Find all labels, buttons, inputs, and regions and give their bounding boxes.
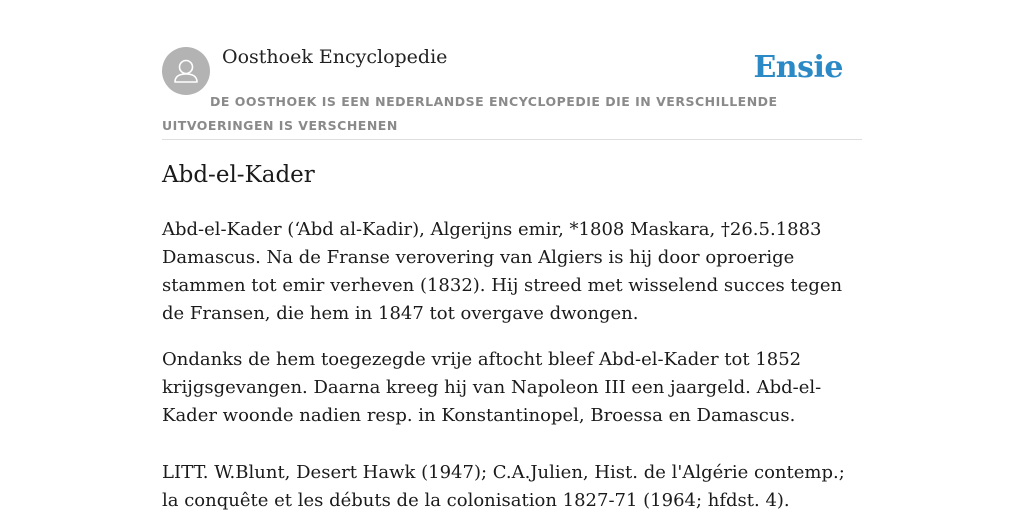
page-container: [162, 0, 862, 511]
article-literature: LITT. W.Blunt, Desert Hawk (1947); C.A.Julien, Hist. de l'Algérie contemp.; la conquête et les débuts de la colonisation 1827-71 (1964; hfdst. 4).: [162, 462, 845, 511]
site-header: [162, 0, 862, 140]
site-description: DE OOSTHOEK IS EEN NEDERLANDSE ENCYCLOPEDIE DIE IN VERSCHILLENDE UITVOERINGEN IS VERSCHENEN: [162, 94, 778, 133]
user-silhouette-icon[interactable]: [162, 47, 210, 95]
article-paragraph: Ondanks de hem toegezegde vrije aftocht bleef Abd-el-Kader tot 1852 krijgsgevangen. Daarna kreeg hij van Napoleon III een jaargeld. Abd-el-Kader woonde nadien resp. in Konstantinopel, Broessa en Damascus.: [162, 349, 822, 426]
site-name-link[interactable]: Oosthoek Encyclopedie: [222, 46, 448, 68]
article-title: Abd-el-Kader: [162, 162, 315, 188]
article-paragraph: Abd-el-Kader (‘Abd al-Kadir), Algerijns emir, *1808 Maskara, †26.5.1883 Damascus. Na de Franse verovering van Algiers is hij door oproerige stammen tot emir verheven (1832). Hij streed met wisselend succes tegen de Fransen, die hem in 1847 tot overgave dwongen.: [162, 219, 843, 324]
ensie-logo[interactable]: Ensie: [753, 50, 843, 85]
